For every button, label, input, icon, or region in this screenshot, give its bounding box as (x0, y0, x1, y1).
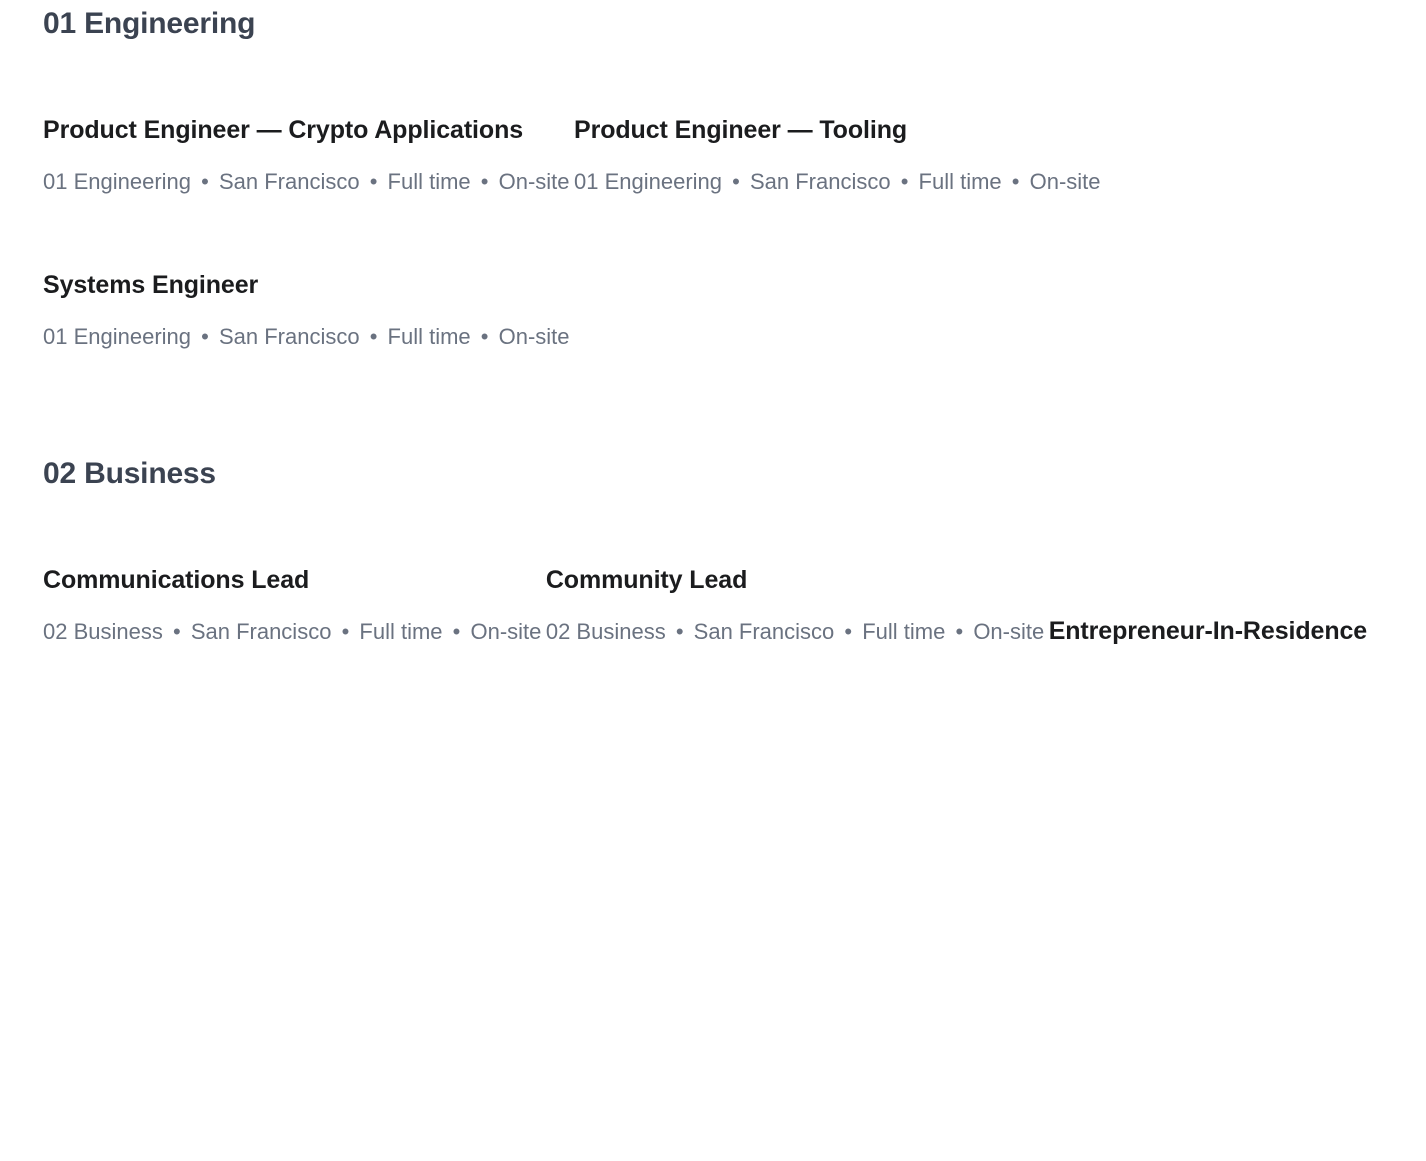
meta-separator-icon: • (201, 169, 209, 194)
job-meta-commitment: Full time (862, 619, 946, 644)
meta-separator-icon: • (732, 169, 740, 194)
job-listing-link[interactable] (574, 42, 1101, 197)
meta-separator-icon: • (172, 619, 181, 644)
job-listing[interactable] (43, 269, 570, 352)
job-meta-commitment: Full time (918, 169, 1002, 194)
meta-separator-icon: • (900, 169, 909, 194)
job-meta-department: 01 Engineering (43, 169, 192, 194)
meta-separator-icon: • (675, 619, 684, 644)
department-heading: 02 Business (43, 457, 216, 490)
meta-separator-icon: • (844, 619, 853, 644)
job-meta-workplace: On-site (498, 324, 570, 349)
job-meta-location: San Francisco (218, 169, 360, 194)
job-meta (43, 167, 570, 197)
job-meta (574, 167, 1101, 197)
job-listing[interactable] (43, 114, 570, 197)
job-meta-department: 02 Business (43, 619, 163, 644)
job-meta-department: 01 Engineering (43, 324, 192, 349)
job-meta-location: San Francisco (218, 324, 360, 349)
job-meta-commitment: Full time (387, 169, 471, 194)
job-title: Product Engineer — Crypto Applications (43, 116, 524, 144)
job-listing[interactable] (546, 564, 1044, 647)
job-meta-location: San Francisco (693, 619, 835, 644)
meta-separator-icon: • (955, 619, 964, 644)
department-section-business (43, 456, 1426, 647)
job-title: Entrepreneur-In-Residence (1048, 617, 1368, 645)
job-meta-location: San Francisco (749, 169, 891, 194)
job-listing-link[interactable] (43, 42, 570, 197)
job-meta-commitment: Full time (359, 619, 443, 644)
meta-separator-icon: • (369, 324, 378, 349)
job-listing[interactable] (43, 564, 541, 647)
job-meta-workplace: On-site (470, 619, 542, 644)
job-meta (43, 322, 570, 352)
job-listing-link[interactable] (43, 492, 541, 647)
job-meta-department: 02 Business (545, 619, 666, 644)
department-heading: 01 Engineering (43, 7, 256, 40)
job-meta-location: San Francisco (190, 619, 332, 644)
meta-separator-icon: • (1011, 169, 1020, 194)
meta-separator-icon: • (369, 169, 378, 194)
job-listing-link[interactable] (546, 492, 1044, 647)
job-title: Systems Engineer (43, 271, 259, 299)
meta-separator-icon: • (480, 169, 489, 194)
openings-list (0, 6, 1426, 647)
job-meta (43, 617, 541, 647)
meta-separator-icon: • (201, 324, 209, 349)
meta-separator-icon: • (341, 619, 350, 644)
job-meta-workplace: On-site (1029, 169, 1101, 194)
job-listing[interactable] (574, 114, 1101, 197)
job-meta-workplace: On-site (498, 169, 570, 194)
job-meta-department: 01 Engineering (574, 169, 723, 194)
meta-separator-icon: • (452, 619, 461, 644)
job-title: Community Lead (545, 566, 748, 594)
job-title: Communications Lead (43, 566, 310, 594)
job-meta-commitment: Full time (387, 324, 471, 349)
job-meta-workplace: On-site (973, 619, 1045, 644)
job-title: Product Engineer — Tooling (574, 116, 908, 144)
job-listing[interactable] (1049, 615, 1367, 647)
meta-separator-icon: • (480, 324, 489, 349)
department-section-engineering (43, 6, 1426, 352)
job-listing-link[interactable] (43, 197, 570, 352)
job-meta (546, 617, 1044, 647)
job-listing-link[interactable] (1049, 543, 1367, 647)
